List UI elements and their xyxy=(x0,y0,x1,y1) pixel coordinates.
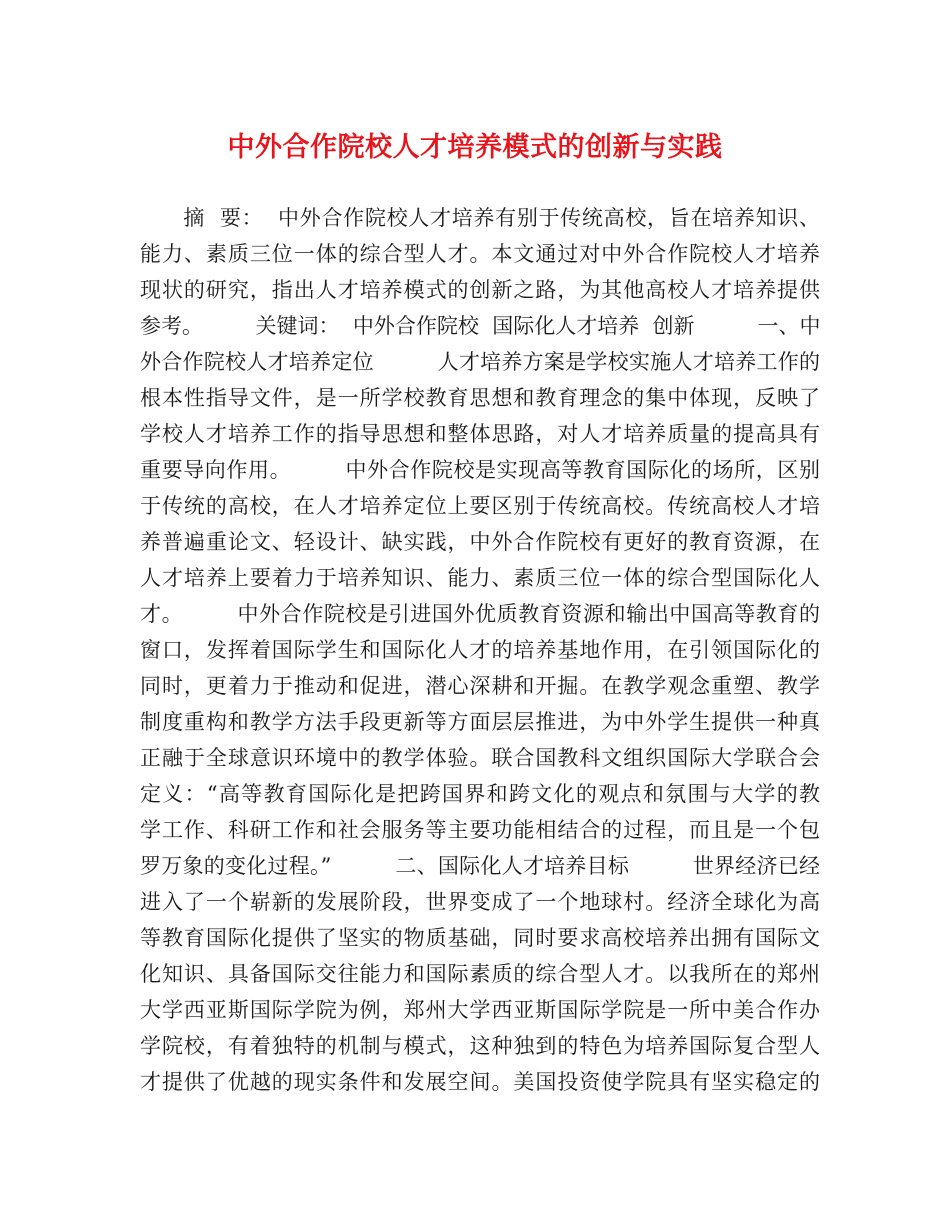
body-line: 同时，更着力于推动和促进，潜心深耕和开掘。在教学观念重塑、教学 xyxy=(140,674,820,698)
body-line: 于传统的高校，在人才培养定位上要区别于传统高校。传统高校人才培 xyxy=(140,494,820,518)
body-line: 摘 要： 中外合作院校人才培养有别于传统高校，旨在培养知识、 xyxy=(140,206,820,230)
body-line: 才提供了优越的现实条件和发展空间。美国投资使学院具有坚实稳定的 xyxy=(140,1070,820,1094)
body-line: 学院校，有着独特的机制与模式，这种独到的特色为培养国际复合型人 xyxy=(140,1034,820,1058)
body-line: 参考。 关键词： 中外合作院校 国际化人才培养 创新 一、中 xyxy=(140,314,821,338)
body-line: 重要导向作用。 中外合作院校是实现高等教育国际化的场所，区别 xyxy=(140,458,820,482)
body-line: 外合作院校人才培养定位 人才培养方案是学校实施人才培养工作的 xyxy=(140,350,820,374)
body-line: 才。 中外合作院校是引进国外优质教育资源和输出中国高等教育的 xyxy=(140,602,820,626)
body-line: 化知识、具备国际交往能力和国际素质的综合型人才。以我所在的郑州 xyxy=(140,962,820,986)
body-line: 现状的研究，指出人才培养模式的创新之路，为其他高校人才培养提供 xyxy=(140,278,820,302)
body-line: 正融于全球意识环境中的教学体验。联合国教科文组织国际大学联合会 xyxy=(140,746,820,770)
document-title: 中外合作院校人才培养模式的创新与实践 xyxy=(227,132,723,163)
body-line: 能力、素质三位一体的综合型人才。本文通过对中外合作院校人才培养 xyxy=(140,242,820,266)
body-line: 等教育国际化提供了坚实的物质基础，同时要求高校培养出拥有国际文 xyxy=(140,926,820,950)
body-line: 大学西亚斯国际学院为例，郑州大学西亚斯国际学院是一所中美合作办 xyxy=(140,998,820,1022)
body-line: 定义：“高等教育国际化是把跨国界和跨文化的观点和氛围与大学的教 xyxy=(140,782,820,806)
body-line: 进入了一个崭新的发展阶段，世界变成了一个地球村。经济全球化为高 xyxy=(140,890,820,914)
body-line: 养普遍重论文、轻设计、缺实践，中外合作院校有更好的教育资源，在 xyxy=(140,530,820,554)
body-line: 罗万象的变化过程。” 二、国际化人才培养目标 世界经济已经 xyxy=(140,854,820,878)
body-line: 制度重构和教学方法手段更新等方面层层推进，为中外学生提供一种真 xyxy=(140,710,820,734)
body-line: 根本性指导文件，是一所学校教育思想和教育理念的集中体现，反映了 xyxy=(140,386,820,410)
body-line: 窗口，发挥着国际学生和国际化人才的培养基地作用，在引领国际化的 xyxy=(140,638,820,662)
body-line: 学工作、科研工作和社会服务等主要功能相结合的过程，而且是一个包 xyxy=(140,818,820,842)
body-line: 学校人才培养工作的指导思想和整体思路，对人才培养质量的提高具有 xyxy=(140,422,820,446)
body-line: 人才培养上要着力于培养知识、能力、素质三位一体的综合型国际化人 xyxy=(140,566,820,590)
